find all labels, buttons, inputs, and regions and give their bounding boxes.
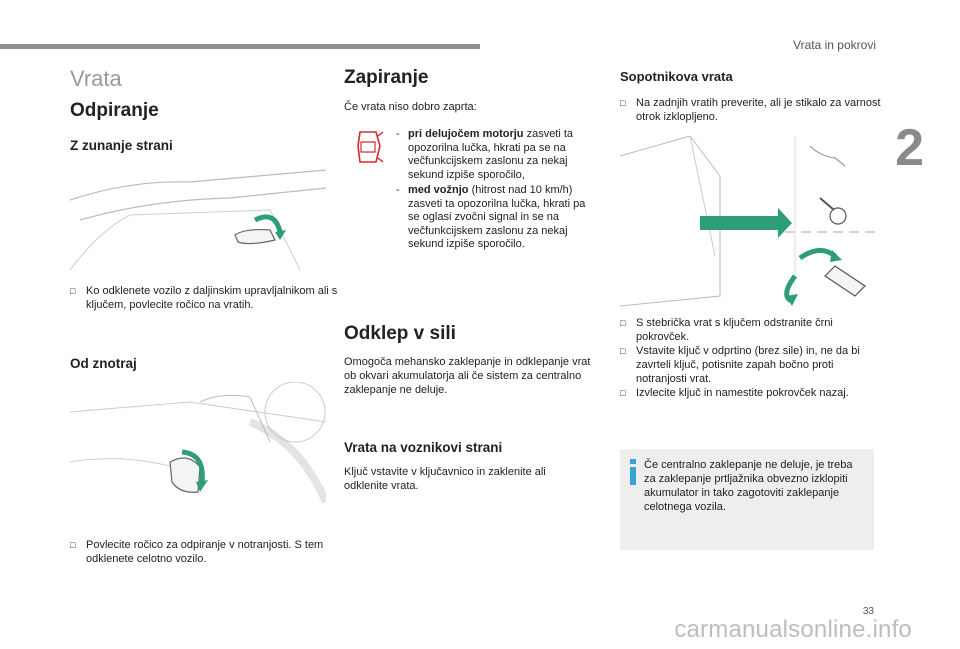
interior-door-handle-illustration — [70, 382, 326, 530]
zapiranje-intro: Če vrata niso dobro zaprta: — [344, 101, 477, 113]
procedure-step-1: □ S stebrička vrat s ključem odstranite črni pokrovček. — [620, 317, 833, 343]
voznik-text: Ključ vstavite v ključavnico in zaklenite ali odklenite vrata. — [344, 466, 546, 492]
heading-zunanje: Z zunanje strani — [70, 138, 173, 153]
heading-odpiranje: Odpiranje — [70, 100, 159, 121]
procedure-step-3: □ Izvlecite ključ in namestite pokrovček nazaj. — [620, 387, 849, 399]
heading-sopotnik: Sopotnikova vrata — [620, 69, 733, 84]
info-box — [620, 449, 874, 550]
door-open-warning-icon — [354, 128, 384, 168]
procedure-step-2: □ Vstavite ključ v odprtino (brez sile) in, ne da bi zavrteli ključ, potisnite zapah bočno proti notranjosti vrat. — [620, 345, 860, 385]
exterior-door-handle-illustration — [70, 160, 326, 280]
section-title: Vrata — [70, 66, 122, 91]
check-icon: □ — [620, 98, 626, 108]
top-rule — [0, 44, 480, 49]
odklep-text: Omogoča mehansko zaklepanje in odklepanje vrat ob okvari akumulatorja ali če sistem za centralno zaklepanje ne deluje. — [344, 356, 591, 396]
check-icon: □ — [70, 540, 76, 550]
warning-item-driving: - med vožnjo (hitrost nad 10 km/h) zasveti ta opozorilna lučka, hkrati pa se oglasi zvočni signal in se na večfunkcijskem zaslonu za nekaj sekund izpiše sporočilo. — [396, 184, 586, 250]
bullet-znotraj: □ Povlecite ročico za odpiranje v notranjosti. S tem odklenete celotno vozilo. — [70, 539, 324, 565]
check-icon: □ — [620, 318, 626, 328]
heading-voznik: Vrata na voznikovi strani — [344, 440, 503, 455]
passenger-door-lock-illustration — [620, 136, 876, 308]
heading-znotraj: Od znotraj — [70, 356, 137, 371]
watermark: carmanualsonline.info — [674, 616, 912, 643]
warning-item-engine: - pri delujočem motorju zasveti ta opozorilna lučka, hkrati pa se na večfunkcijskem zaslonu za nekaj sekund izpiše sporočilo, — [396, 128, 574, 181]
bullet-child-safety: □ Na zadnjih vratih preverite, ali je stikalo za varnost otrok izklopljeno. — [620, 97, 881, 123]
bullet-zunanje: □ Ko odklenete vozilo z daljinskim upravljalnikom ali s ključem, povlecite ročico na vratih. — [70, 285, 338, 311]
info-text: Če centralno zaklepanje ne deluje, je treba za zaklepanje prtljažnika obvezno izklopiti akumulator in tako zagotoviti zaklepanje celotnega vozila. — [644, 459, 853, 513]
running-header: Vrata in pokrovi — [793, 38, 876, 52]
check-icon: □ — [620, 346, 626, 356]
heading-odklep: Odklep v sili — [344, 323, 456, 344]
heading-zapiranje: Zapiranje — [344, 67, 429, 88]
page-number: 33 — [862, 606, 874, 617]
left-column — [70, 60, 325, 153]
chapter-number: 2 — [895, 119, 924, 177]
check-icon: □ — [70, 286, 76, 296]
check-icon: □ — [620, 388, 626, 398]
procedure-list — [620, 316, 875, 400]
warning-list — [396, 128, 594, 252]
info-icon — [628, 459, 638, 485]
